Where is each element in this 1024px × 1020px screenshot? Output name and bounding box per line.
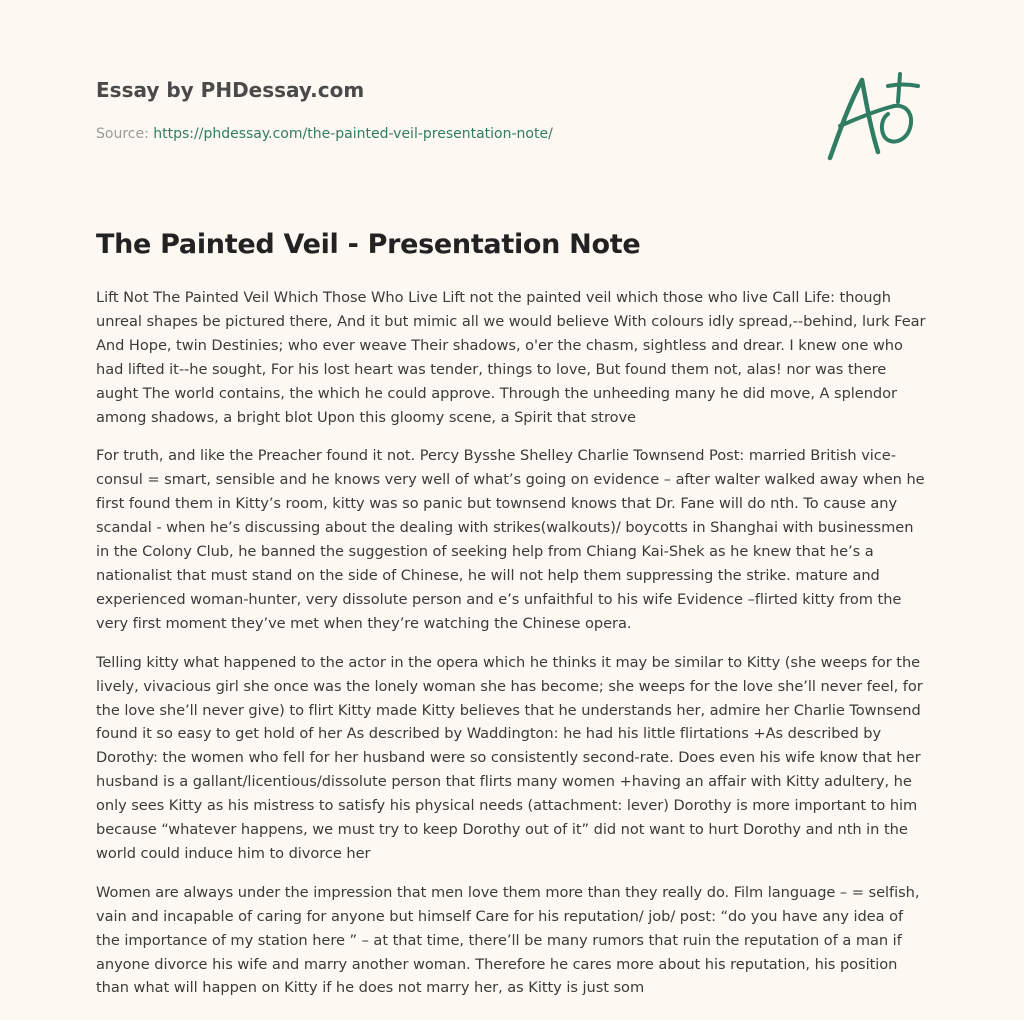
essay-header [96,76,796,144]
paragraph: For truth, and like the Preacher found it not. Percy Bysshe Shelley Charlie Townsend Post: married British vice-consul = smart, sensible and he knows very well of what’s going on evidence – after walter walked away when he first found them in Kitty’s room, kitty was so panic but townsend knows that Dr. Fane will do nth. To cause any scandal - when he’s discussing about the dealing with strikes(walkouts)/ boycotts in Shanghai with businessmen in the Colony Club, he banned the suggestion of seeking help from Chiang Kai-Shek as he knew that he’s a nationalist that must stand on the side of Chinese, he will not help them suppressing the strike. mature and experienced woman-hunter, very dissolute person and e’s unfaithful to his wife Evidence –flirted kitty from the very first moment they’ve met when they’re watching the Chinese opera. [96,447,925,632]
site-brand: Essay by PHDessay.com [96,78,365,102]
paragraph: Lift Not The Painted Veil Which Those Who Live Lift not the painted veil which those who live Call Life: though unreal shapes be pictured there, And it but mimic all we would believe With colours idly spread,--behind, lurk Fear And Hope, twin Destinies; who ever weave Their shadows, o'er the chasm, sightless and drear. I knew one who had lifted it--he sought, For his lost heart was tender, things to love, But found them not, alas! nor was there aught The world contains, the which he could approve. Through the unheeding many he did move, A splendor among shadows, a bright blot Upon this gloomy scene, a Spirit that strove [96,289,926,426]
paragraph: Women are always under the impression that men love them more than they really do. Film language – = selfish, vain and incapable of caring for anyone but himself Care for his reputation/ job/ post: “do you have any idea of the importance of my station here ” – at that time, there’ll be many rumors that ruin the reputation of a man if anyone divorce his wife and marry another woman. Therefore he cares more about his reputation, his position than what will happen on Kitty if he does not marry her, as Kitty is just som [96,883,920,997]
paragraph: Telling kitty what happened to the actor in the opera which he thinks it may be similar to Kitty (she weeps for the lively, vivacious girl she once was the lonely woman she has become; she weeps for the love she’ll never feel, for the love she’ll never give) to flirt Kitty made Kitty believes that he understands her, admire her Charlie Townsend found it so easy to get hold of her As described by Waddington: he had his little flirtations +As described by Dorothy: the women who fell for her husband were so consistently second-rate. Does even his wife know that her husband is a gallant/licentious/dissolute person that flirts many women +having an affair with Kitty adultery, he only sees Kitty as his mistress to satisfy his physical needs (attachment: lever) Dorothy is more important to him because “whatever happens, we must try to keep Dorothy out of it” did not want to hurt Dorothy and nth in the world could induce him to divorce her [96,653,923,862]
essay-body [96,286,930,1006]
essay-title: The Painted Veil - Presentation Note [96,229,641,260]
source-line [96,124,796,144]
a-plus-grade-icon [818,66,928,166]
source-label: Source: [96,126,154,142]
source-link[interactable]: https://phdessay.com/the-painted-veil-presentation-note/ [153,126,553,142]
